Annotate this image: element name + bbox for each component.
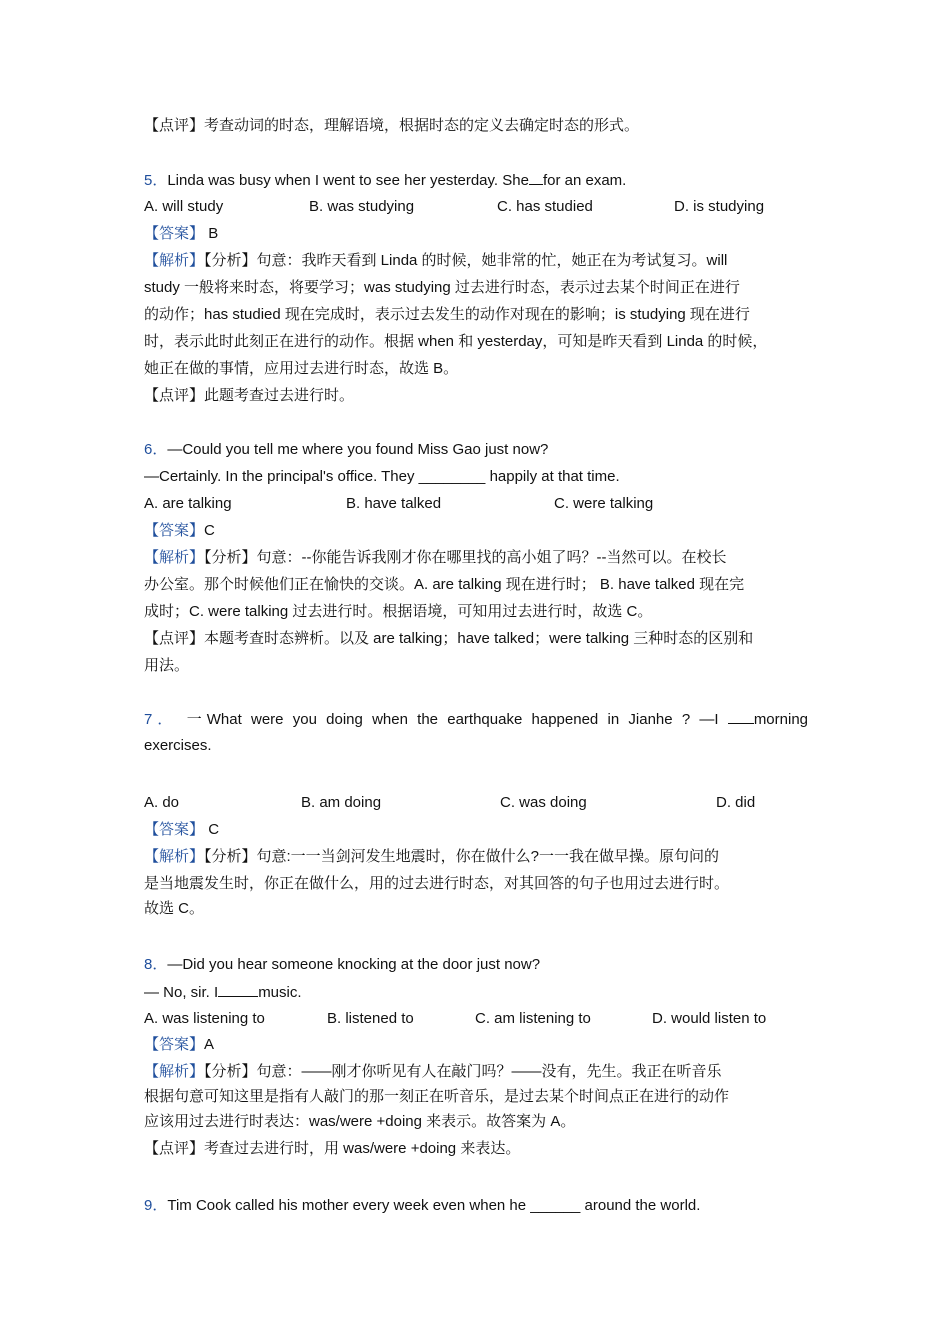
option-a: A. are talking (144, 495, 232, 512)
stem-part: 一What were you doing when the earthquake happened in Jianhe ? —I (186, 711, 719, 728)
question-8-line2 (144, 982, 302, 1003)
option-a: A. was listening to (144, 1010, 265, 1027)
question-number: 6． (144, 441, 168, 458)
analysis-label: 【解析】 (144, 549, 205, 566)
answer-label: 【答案】 (144, 522, 205, 539)
question-5-options (144, 197, 814, 217)
option-c: C. am listening to (475, 1010, 591, 1027)
question-5-analysis-line: 她正在做的事情，应用过去进行时态，故选 B。 (144, 360, 459, 377)
question-9-stem (144, 1196, 700, 1216)
analysis-text: 【分析】句意：--你能告诉我刚才你在哪里找的高小姐了吗？--当然可以。在校长 (204, 549, 727, 566)
answer-label: 【答案】 (144, 821, 205, 838)
question-7-analysis-line: 故选 C。 (144, 900, 205, 917)
stem-text: —Did you hear someone knocking at the door just now? (167, 956, 541, 973)
question-6-analysis-line: 办公室。那个时候他们正在愉快的交谈。A. are talking 现在进行时； B. have talked 现在完 (144, 576, 745, 593)
option-a: A. will study (144, 198, 224, 215)
question-5-analysis-line (144, 251, 727, 271)
answer-value: C (208, 821, 220, 838)
question-6-line1 (144, 440, 548, 460)
question-6-analysis-line (144, 548, 727, 568)
option-d: D. did (716, 794, 756, 811)
stem-text: —Could you tell me where you found Miss Gao just now? (167, 441, 549, 458)
analysis-label: 【解析】 (144, 848, 205, 865)
question-7-analysis-line: 是当地震发生时，你正在做什么，用的过去进行时态，对其回答的句子也用过去进行时。 (144, 875, 730, 892)
question-5-comment: 【点评】此题考查过去进行时。 (144, 387, 355, 404)
question-8-analysis-line: 应该用过去进行时表达：was/were +doing 来表示。故答案为 A。 (144, 1113, 576, 1130)
question-8-line1 (144, 955, 540, 975)
answer-blank (728, 709, 754, 724)
option-b: B. was studying (309, 198, 415, 215)
option-b: B. am doing (301, 794, 382, 811)
analysis-label: 【解析】 (144, 252, 205, 269)
option-c: C. has studied (497, 198, 593, 215)
stem-part: — No, sir. I (144, 984, 219, 1001)
analysis-text: 【分析】句意：——刚才你听见有人在敲门吗？——没有，先生。我正在听音乐 (204, 1063, 722, 1080)
question-7-analysis-line (144, 847, 719, 867)
question-7-options (144, 793, 814, 813)
option-c: C. was doing (500, 794, 587, 811)
option-d: D. is studying (674, 198, 765, 215)
answer-value: A (204, 1036, 215, 1053)
question-6-comment-line: 【点评】本题考查时态辨析。以及 are talking；have talked；were talking 三种时态的区别和 (144, 630, 754, 647)
question-7-answer (144, 820, 219, 840)
option-a: A. do (144, 794, 180, 811)
question-8-analysis-line: 根据句意可知这里是指有人敲门的那一刻正在听音乐，是过去某个时间点正在进行的动作 (144, 1088, 730, 1105)
stem-part: music. (258, 984, 302, 1001)
answer-value: C (204, 522, 215, 539)
analysis-text: 【分析】句意：我昨天看到 Linda 的时候，她非常的忙，她正在为考试复习。will (204, 252, 728, 269)
question-6-comment-line: 用法。 (144, 657, 190, 674)
question-5-analysis-line: 时，表示此时此刻正在进行的动作。根据 when 和 yesterday，可知是昨天看到 Linda 的时候， (144, 333, 768, 350)
question-6-line2: —Certainly. In the principal's office. They ________ happily at that time. (144, 468, 620, 485)
question-5-analysis-line: 的动作；has studied 现在完成时，表示过去发生的动作对现在的影响；is studying 现在进行 (144, 306, 750, 323)
answer-blank (529, 170, 543, 185)
question-7-stem (144, 709, 808, 730)
question-5-answer (144, 224, 218, 244)
question-7-stem-line2: exercises. (144, 737, 212, 754)
analysis-text: 【分析】句意:一一当剑河发生地震时，你在做什么?一一我在做早操。原句问的 (204, 848, 720, 865)
analysis-label: 【解析】 (144, 1063, 205, 1080)
stem-part: for an exam. (542, 172, 627, 189)
option-d: D. would listen to (652, 1010, 767, 1027)
question-5-analysis-line: study 一般将来时态，将要学习；was studying 过去进行时态，表示过去某个时间正在进行 (144, 279, 740, 296)
option-b: B. have talked (346, 495, 442, 512)
answer-label: 【答案】 (144, 1036, 205, 1053)
question-5-stem (144, 170, 626, 191)
question-8-comment: 【点评】考查过去进行时，用 was/were +doing 来表达。 (144, 1140, 521, 1157)
question-number: 5． (144, 172, 168, 189)
question-8-answer (144, 1035, 214, 1055)
question-6-analysis-line: 成时；C. were talking 过去进行时。根据语境，可知用过去进行时，故选 C。 (144, 603, 653, 620)
option-c: C. were talking (554, 495, 654, 512)
top-comment: 【点评】考查动词的时态，理解语境，根据时态的定义去确定时态的形式。 (144, 117, 640, 134)
question-6-answer (144, 521, 215, 541)
option-b: B. listened to (327, 1010, 414, 1027)
question-8-analysis-line (144, 1062, 722, 1082)
answer-blank (218, 982, 258, 997)
question-number: 8． (144, 956, 168, 973)
answer-label: 【答案】 (144, 225, 205, 242)
question-6-options (144, 494, 814, 514)
question-8-options (144, 1009, 814, 1029)
stem-part: Linda was busy when I went to see her yesterday. She (167, 172, 529, 189)
question-number: 7． (144, 711, 178, 728)
answer-value: B (208, 225, 219, 242)
question-number: 9． (144, 1197, 168, 1214)
stem-part: morning (753, 711, 809, 728)
stem-text: Tim Cook called his mother every week even when he ______ around the world. (167, 1197, 701, 1214)
